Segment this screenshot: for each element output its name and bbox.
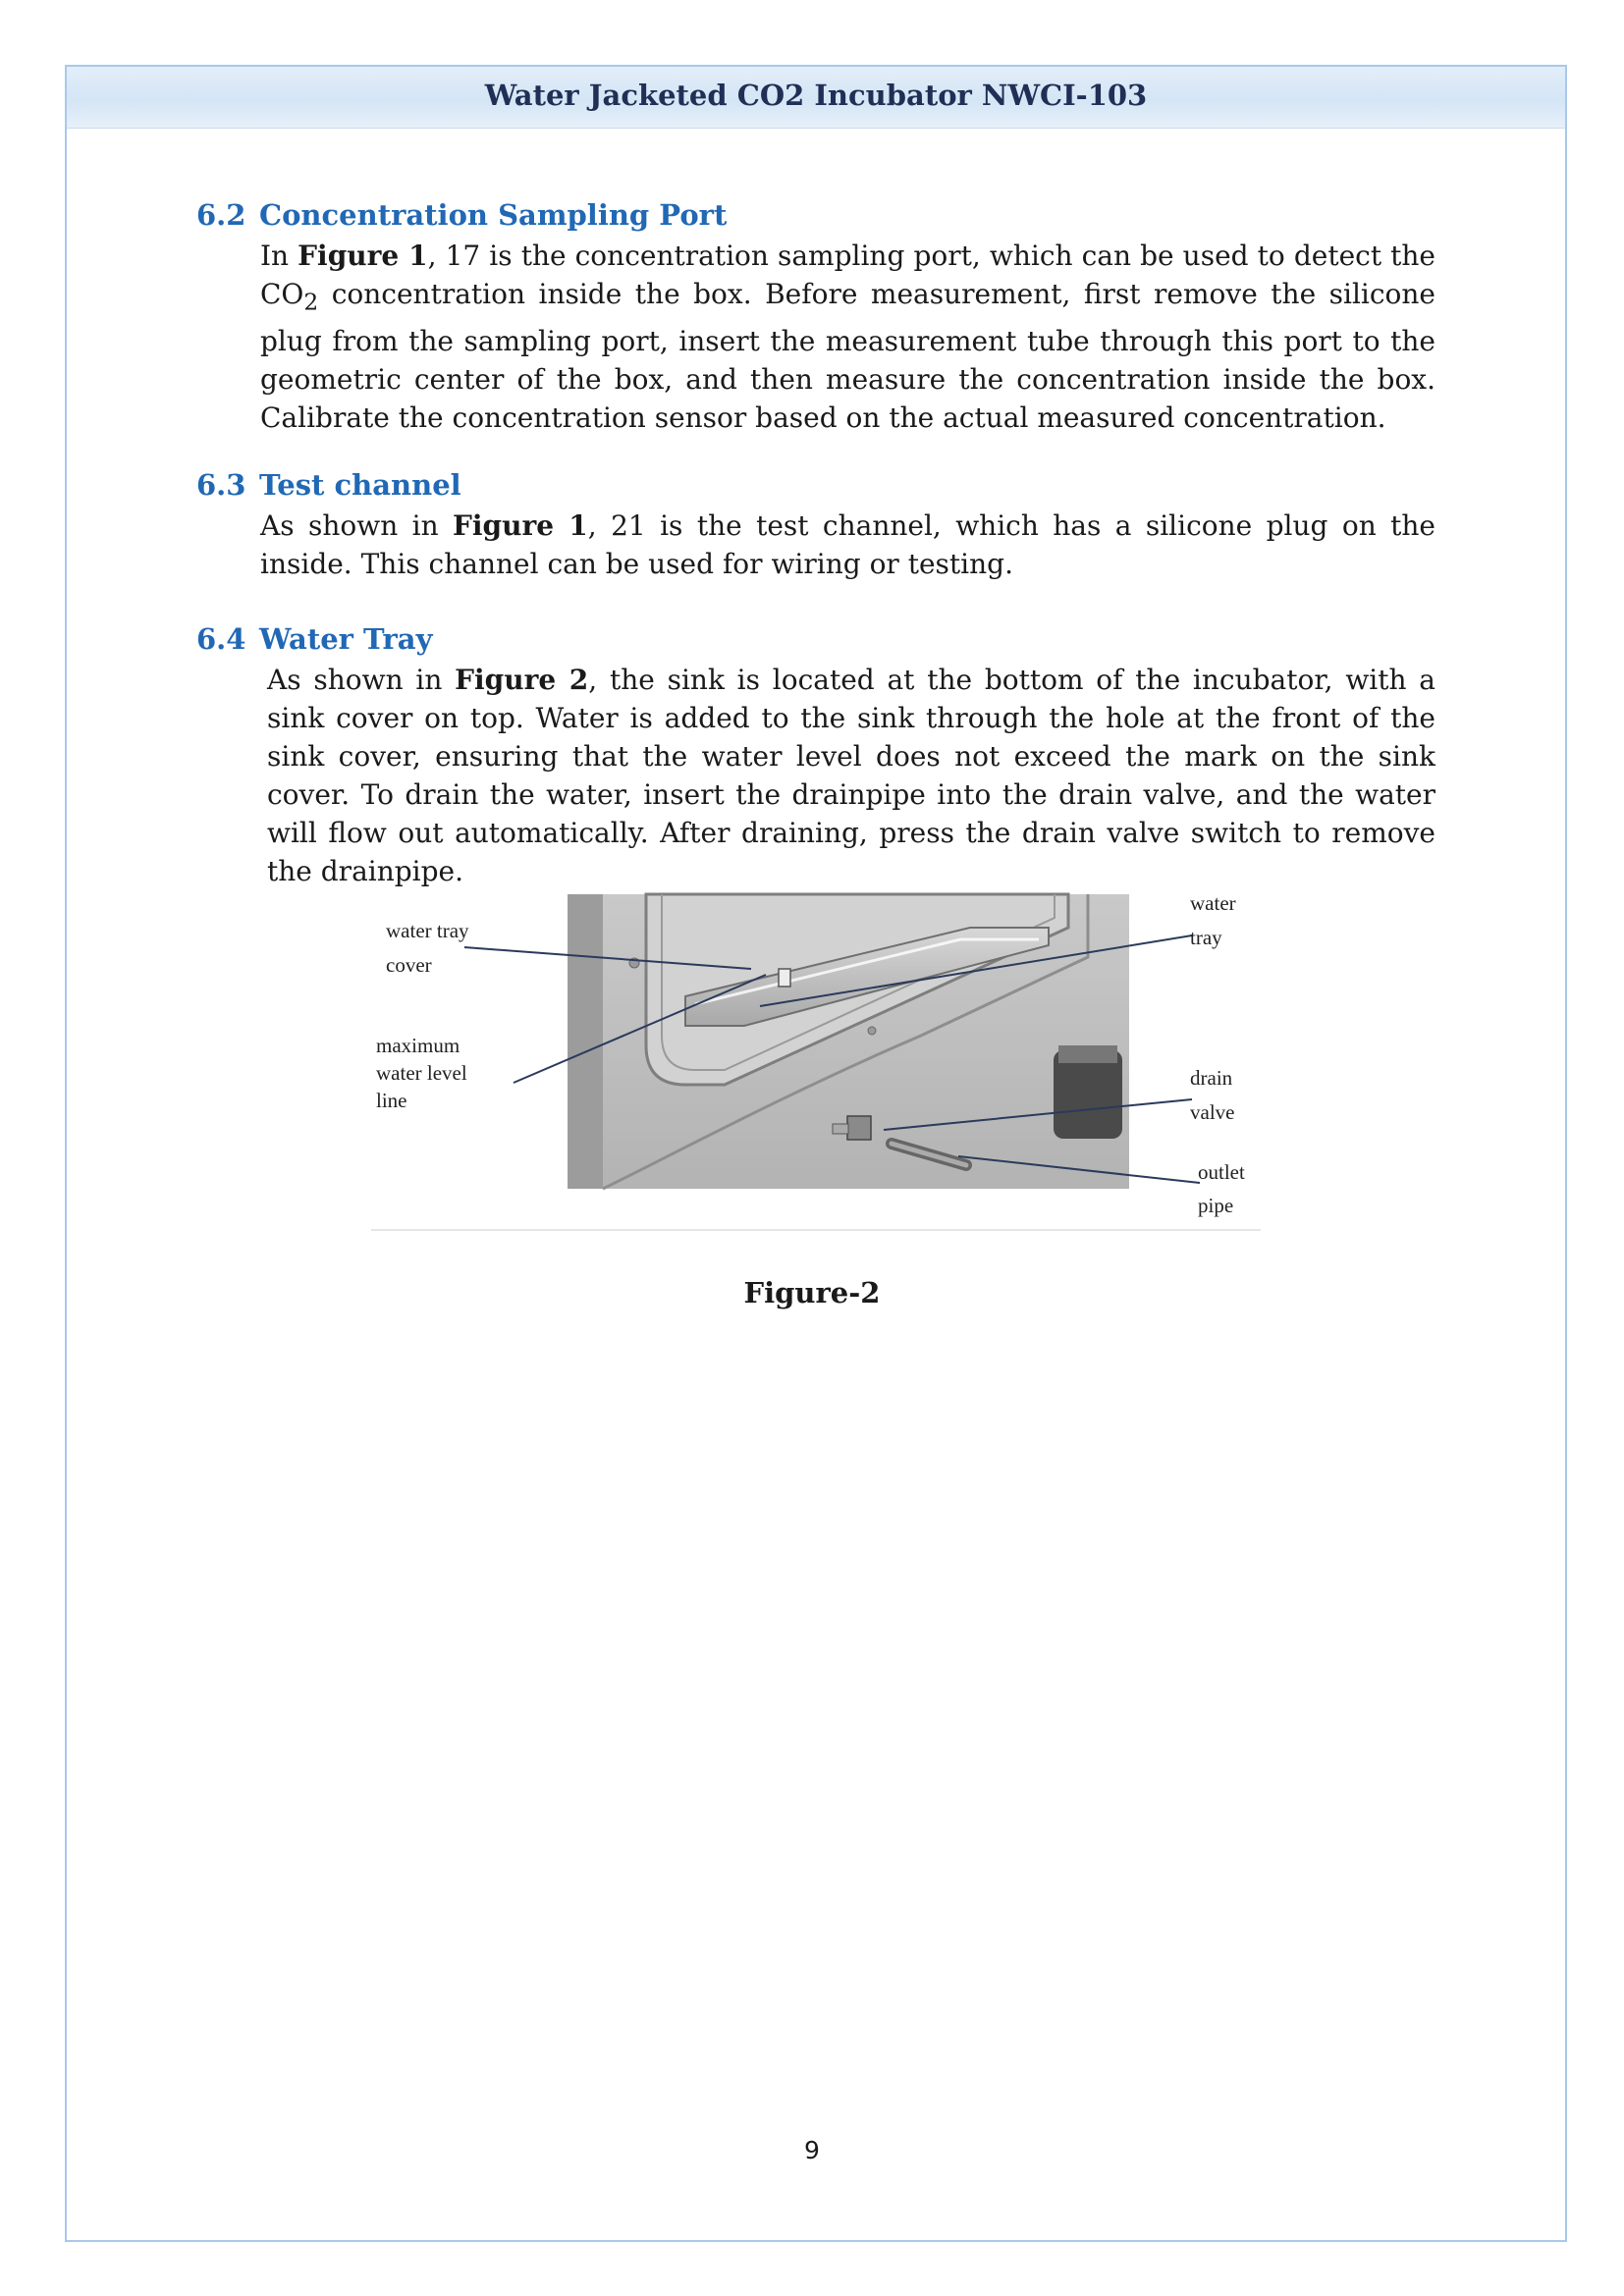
- drain-valve-part: [847, 1116, 871, 1140]
- label-drain-valve-1: drain: [1190, 1066, 1233, 1090]
- section-number: 6.2: [196, 198, 246, 232]
- label-max-level-3: line: [376, 1089, 407, 1112]
- figure-caption: Figure-2: [743, 1276, 881, 1309]
- label-water-tray-2: tray: [1190, 926, 1222, 949]
- section-title: Concentration Sampling Port: [259, 198, 728, 232]
- section-title: Water Tray: [259, 622, 433, 656]
- tray-fill-hole: [779, 969, 790, 987]
- section-number: 6.4: [196, 622, 246, 656]
- front-screw: [868, 1027, 876, 1035]
- page-number: 9: [804, 2136, 820, 2164]
- section-heading-6-2: [196, 198, 727, 232]
- section-heading-6-3: [196, 468, 461, 502]
- label-drain-valve-2: valve: [1190, 1100, 1235, 1124]
- section-paragraph-6-4: As shown in Figure 2, the sink is located at the bottom of the incubator, with a sink cover on top. Water is added to the sink through the hole at the front of the sink cover, ensuring that the water level does not exceed the mark on the sink cover. To drain the water, insert the drainpipe into the drain valve, and the water will flow out automatically. After draining, press the drain valve switch to remove the drainpipe.: [267, 664, 1435, 887]
- label-water-tray-cover-1: water tray: [386, 919, 469, 942]
- label-outlet-pipe-2: pipe: [1198, 1194, 1234, 1217]
- label-max-level-2: water level: [376, 1061, 467, 1085]
- figure-2-image: [371, 888, 1261, 1232]
- section-heading-6-4: [196, 622, 432, 656]
- section-number: 6.3: [196, 468, 246, 502]
- label-water-tray-1: water: [1190, 891, 1236, 915]
- figure-reference[interactable]: Figure 1: [453, 509, 588, 542]
- section-paragraph-6-2: In Figure 1, 17 is the concentration sampling port, which can be used to detect the $CO_2$ concentration inside the box. Before measurement, first remove the silicone plug from the sampling port, insert the measurement tube through this port to the geometric center of the box, and then measure the concentration inside the box. Calibrate the concentration sensor based on the actual measured concentration.: [260, 240, 1436, 434]
- section-paragraph-6-3: As shown in Figure 1, 21 is the test channel, which has a silicone plug on the inside. This channel can be used for wiring or testing.: [260, 509, 1435, 580]
- document-title: Water Jacketed CO2 Incubator NWCI-103: [484, 79, 1148, 112]
- section-title: Test channel: [259, 468, 461, 502]
- drain-valve-knob: [833, 1124, 848, 1134]
- incubator-side-panel: [568, 894, 603, 1189]
- figure-reference[interactable]: Figure 2: [455, 664, 589, 696]
- caster-wheel: [1054, 1050, 1122, 1139]
- label-max-level-1: maximum: [376, 1034, 460, 1057]
- caster-mount: [1058, 1045, 1117, 1063]
- water-tray-diagram: [371, 888, 1261, 1232]
- label-outlet-pipe-1: outlet: [1198, 1160, 1245, 1184]
- figure-reference[interactable]: Figure 1: [298, 240, 428, 272]
- label-water-tray-cover-2: cover: [386, 953, 432, 977]
